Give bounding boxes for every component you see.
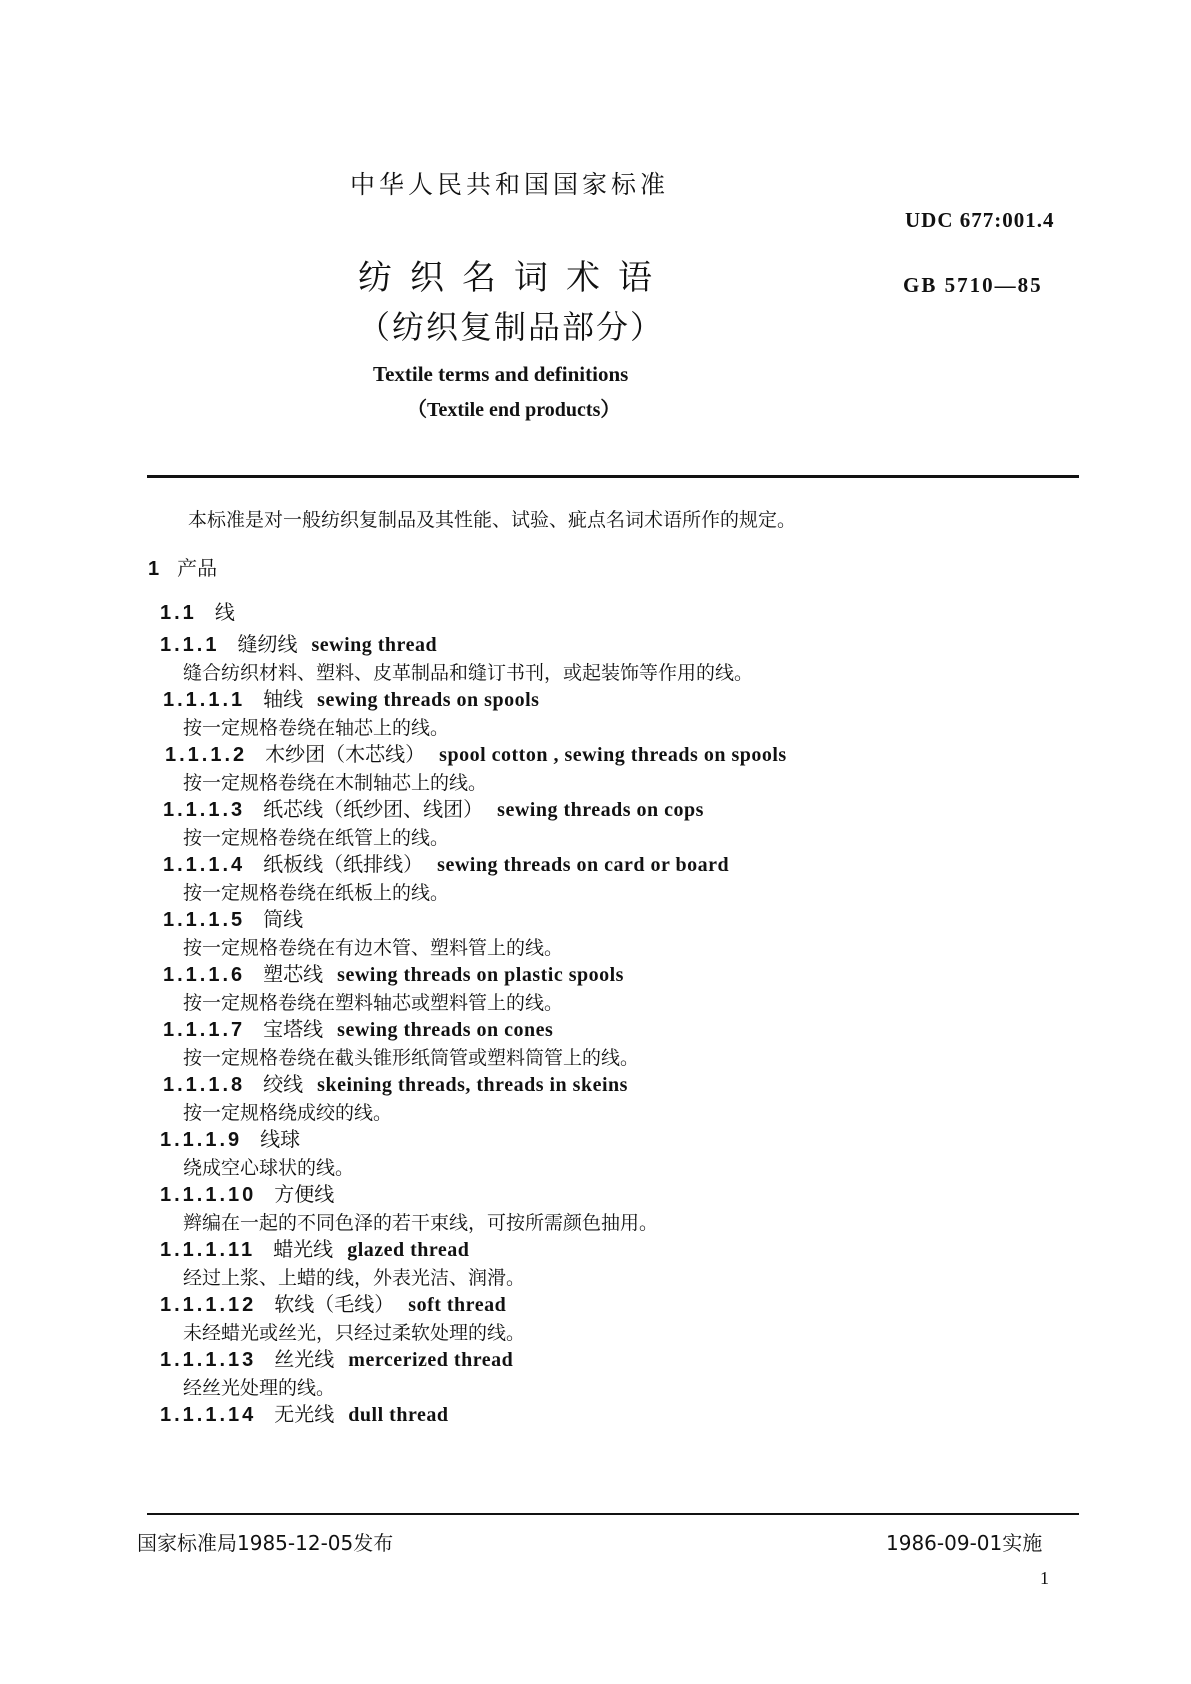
term-number: 1.1.1.7 xyxy=(163,1019,246,1041)
term-chinese: 线 xyxy=(214,600,235,624)
term-item xyxy=(160,1288,506,1317)
term-number: 1.1.1.11 xyxy=(160,1239,256,1261)
term-item xyxy=(160,1123,314,1152)
term-definition: 按一定规格卷绕在轴芯上的线。 xyxy=(183,717,450,739)
term-chinese: 线球 xyxy=(260,1127,301,1151)
term-item xyxy=(163,683,539,712)
term-item xyxy=(165,738,787,767)
term-english: sewing threads on cops xyxy=(497,799,704,821)
term-chinese: 纸芯线（纸纱团、线团） xyxy=(263,797,484,821)
term-item xyxy=(163,1068,628,1097)
term-item xyxy=(160,596,249,625)
term-chinese: 无光线 xyxy=(274,1402,335,1426)
term-item xyxy=(163,793,704,822)
document-subtitle-cn: （纺织复制品部分） xyxy=(358,308,665,346)
term-definition: 按一定规格卷绕在纸管上的线。 xyxy=(183,827,450,849)
term-number: 1.1.1.5 xyxy=(163,909,246,931)
section-heading xyxy=(148,552,217,581)
page-number: 1 xyxy=(1040,1568,1049,1588)
term-item xyxy=(163,848,729,877)
term-definition: 辫编在一起的不同色泽的若干束线，可按所需颜色抽用。 xyxy=(183,1212,659,1234)
term-item xyxy=(163,903,317,932)
gb-code: GB 5710—85 xyxy=(903,273,1043,297)
term-chinese: 轴线 xyxy=(263,687,304,711)
term-chinese: 筒线 xyxy=(263,907,304,931)
section-title: 产品 xyxy=(177,556,218,580)
term-item xyxy=(163,958,624,987)
term-item xyxy=(160,1233,469,1262)
term-number: 1.1.1 xyxy=(160,634,220,656)
udc-code: UDC 677:001.4 xyxy=(905,208,1055,232)
term-chinese: 纸板线（纸排线） xyxy=(263,852,424,876)
term-number: 1.1.1.10 xyxy=(160,1184,257,1206)
term-english: sewing thread xyxy=(311,634,438,656)
term-item xyxy=(160,628,437,657)
term-chinese: 木纱团（木芯线） xyxy=(265,742,426,766)
header-divider xyxy=(147,475,1079,478)
section-number: 1 xyxy=(148,558,160,580)
term-definition: 未经蜡光或丝光，只经过柔软处理的线。 xyxy=(183,1322,526,1344)
effective-date: 1986-09-01实施 xyxy=(886,1531,1043,1555)
term-definition: 绕成空心球状的线。 xyxy=(183,1157,355,1179)
term-definition: 按一定规格绕成绞的线。 xyxy=(183,1102,393,1124)
term-english: spool cotton , sewing threads on spools xyxy=(439,744,787,766)
term-english: mercerized thread xyxy=(348,1349,514,1371)
term-english: soft thread xyxy=(408,1294,507,1316)
term-chinese: 蜡光线 xyxy=(273,1237,334,1261)
term-chinese: 绞线 xyxy=(263,1072,304,1096)
term-definition: 经过上浆、上蜡的线，外表光洁、润滑。 xyxy=(183,1267,526,1289)
footer-divider xyxy=(147,1513,1079,1515)
document-subtitle-en: （Textile end products） xyxy=(407,399,621,421)
term-number: 1.1.1.6 xyxy=(163,964,246,986)
term-number: 1.1.1.9 xyxy=(160,1129,243,1151)
term-number: 1.1.1.3 xyxy=(163,799,246,821)
document-title-cn: 纺织名词术语 xyxy=(358,258,670,298)
term-item xyxy=(163,1013,553,1042)
standard-title: 中华人民共和国国家标准 xyxy=(350,170,670,199)
term-english: sewing threads on spools xyxy=(317,689,540,711)
term-definition: 按一定规格卷绕在截头锥形纸筒管或塑料筒管上的线。 xyxy=(183,1047,640,1069)
term-number: 1.1.1.14 xyxy=(160,1404,257,1426)
term-item xyxy=(160,1343,513,1372)
term-chinese: 丝光线 xyxy=(274,1347,335,1371)
term-english: dull thread xyxy=(348,1404,449,1426)
term-definition: 按一定规格卷绕在木制轴芯上的线。 xyxy=(183,772,488,794)
term-number: 1.1 xyxy=(160,602,197,624)
term-item xyxy=(160,1398,448,1427)
term-definition: 经丝光处理的线。 xyxy=(183,1377,336,1399)
document-title-en: Textile terms and definitions xyxy=(373,362,629,386)
term-number: 1.1.1.1 xyxy=(163,689,246,711)
term-english: sewing threads on card or board xyxy=(437,854,730,876)
term-chinese: 方便线 xyxy=(274,1182,335,1206)
term-definition: 按一定规格卷绕在有边木管、塑料管上的线。 xyxy=(183,937,564,959)
term-definition: 按一定规格卷绕在塑料轴芯或塑料管上的线。 xyxy=(183,992,564,1014)
term-chinese: 宝塔线 xyxy=(263,1017,324,1041)
term-english: sewing threads on plastic spools xyxy=(337,964,624,986)
term-english: sewing threads on cones xyxy=(337,1019,554,1041)
term-english: skeining threads, threads in skeins xyxy=(317,1074,628,1096)
term-number: 1.1.1.8 xyxy=(163,1074,246,1096)
term-definition: 缝合纺织材料、塑料、皮革制品和缝订书刊，或起装饰等作用的线。 xyxy=(183,662,754,684)
issue-date: 国家标准局1985-12-05发布 xyxy=(137,1531,394,1555)
intro-paragraph: 本标准是对一般纺织复制品及其性能、试验、疵点名词术语所作的规定。 xyxy=(188,509,797,531)
term-item xyxy=(160,1178,348,1207)
term-number: 1.1.1.2 xyxy=(165,744,248,766)
term-definition: 按一定规格卷绕在纸板上的线。 xyxy=(183,882,450,904)
term-chinese: 缝纫线 xyxy=(237,632,298,656)
term-number: 1.1.1.4 xyxy=(163,854,246,876)
term-english: glazed thread xyxy=(347,1239,470,1261)
term-chinese: 软线（毛线） xyxy=(274,1292,395,1316)
term-number: 1.1.1.13 xyxy=(160,1349,257,1371)
term-chinese: 塑芯线 xyxy=(263,962,324,986)
term-number: 1.1.1.12 xyxy=(160,1294,257,1316)
